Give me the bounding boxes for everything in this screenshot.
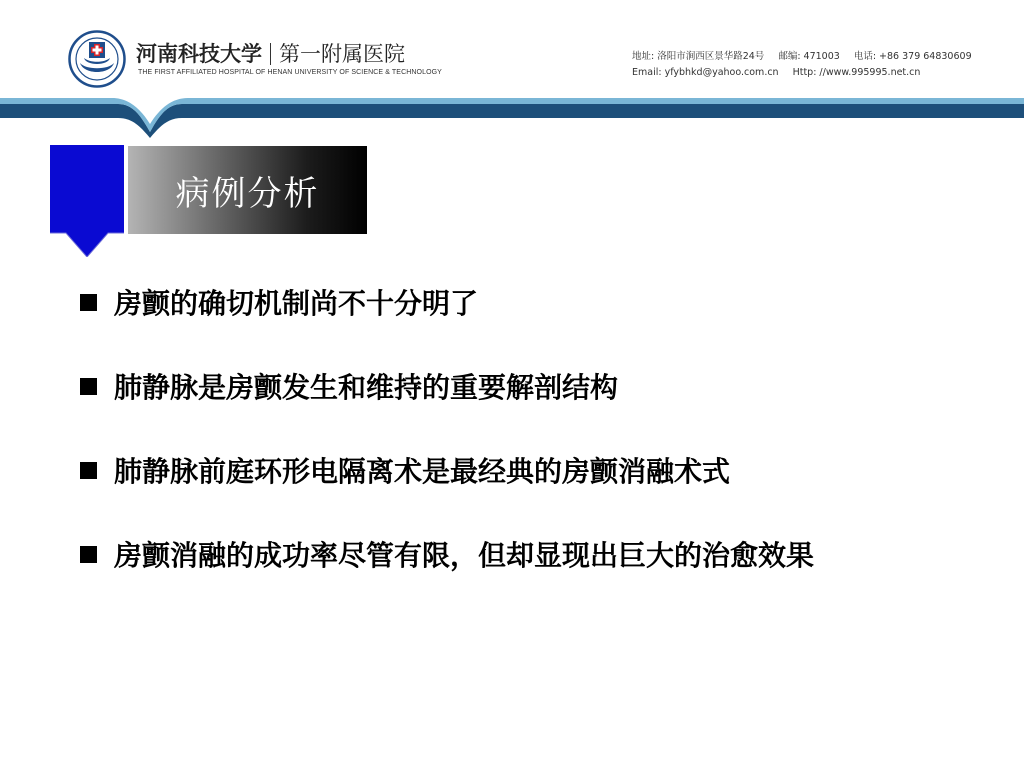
bullet-square-icon — [80, 546, 97, 563]
email: Email: yfybhkd@yahoo.com.cn — [632, 67, 779, 78]
hospital-english-name: THE FIRST AFFILIATED HOSPITAL OF HENAN UNIVERSITY OF SCIENCE & TECHNOLOGY — [138, 69, 442, 76]
contact-line-1 — [632, 49, 972, 65]
phone: 电话: +86 379 64830609 — [853, 51, 972, 62]
website: Http: //www.995995.net.cn — [792, 67, 921, 78]
header-wave-band — [0, 98, 1024, 144]
contact-info — [632, 49, 972, 81]
bullet-item — [80, 534, 814, 574]
title-marker-icon — [50, 145, 124, 257]
postcode: 邮编: 471003 — [778, 51, 840, 62]
hospital-logo — [68, 30, 126, 88]
bullet-text: 肺静脉是房颤发生和维持的重要解剖结构 — [114, 371, 619, 404]
slide-title: 病例分析 — [175, 173, 320, 214]
bullet-square-icon — [80, 378, 97, 395]
university-name: 河南科技大学 — [136, 41, 262, 66]
bullet-text: 肺静脉前庭环形电隔离术是最经典的房颤消融术式 — [114, 455, 731, 488]
bullet-square-icon — [80, 294, 97, 311]
bullet-text: 房颤消融的成功率尽管有限，但却显现出巨大的治愈效果 — [114, 539, 815, 572]
hospital-subtitle: 第一附属医院 — [279, 42, 405, 66]
bullet-text: 房颤的确切机制尚不十分明了 — [114, 287, 479, 320]
hospital-name — [136, 38, 405, 68]
bullet-item — [80, 282, 478, 322]
name-divider — [270, 43, 271, 65]
bullet-square-icon — [80, 462, 97, 479]
bullet-item — [80, 366, 618, 406]
address: 地址: 洛阳市涧西区景华路24号 — [632, 51, 765, 62]
bullet-item — [80, 450, 730, 490]
contact-line-2 — [632, 65, 972, 81]
page-header — [0, 0, 1024, 140]
slide-title-box — [128, 146, 367, 234]
